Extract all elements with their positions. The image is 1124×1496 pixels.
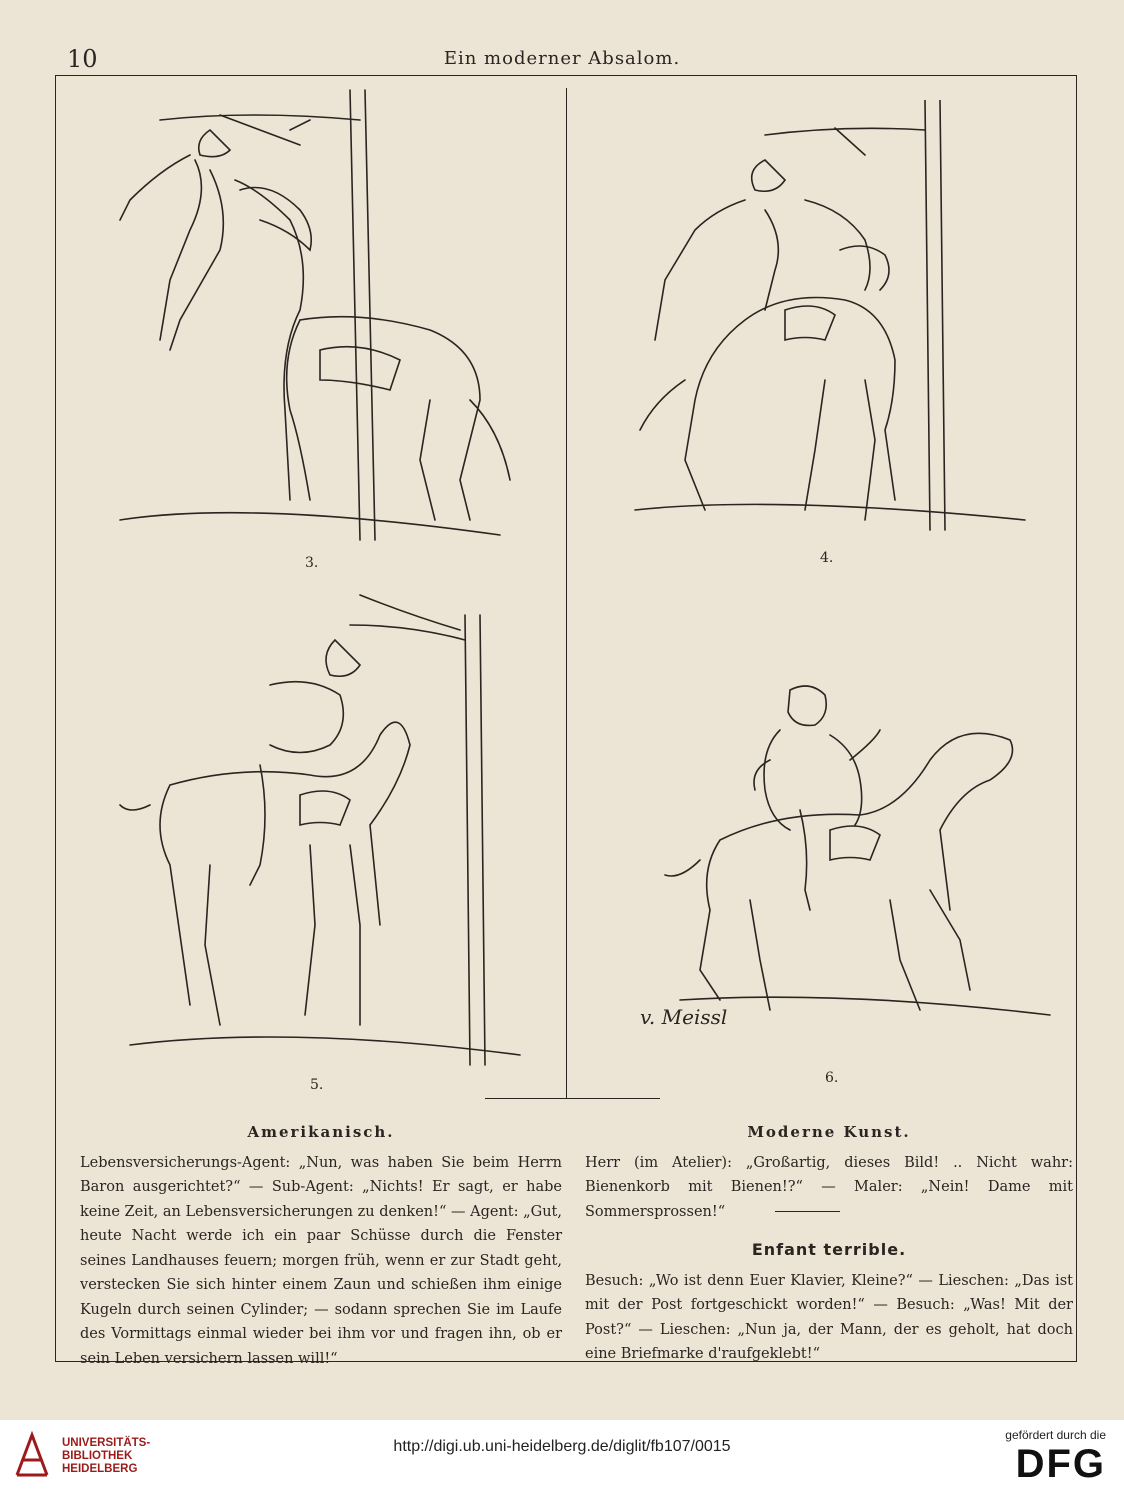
panel-number-4: 4.: [820, 550, 834, 566]
illustration-panel-5: [110, 585, 530, 1093]
article-title-moderne-kunst: Moderne Kunst.: [747, 1123, 911, 1141]
panel-number-5: 5.: [310, 1077, 324, 1093]
short-rule: [775, 1211, 840, 1212]
horse-rider-drawing-3: [100, 80, 520, 550]
artist-signature: v. Meissl: [640, 1005, 728, 1029]
article-body-moderne-kunst: [585, 1151, 1073, 1225]
uni-name-line-2: BIBLIOTHEK: [62, 1450, 133, 1462]
moderne-kunst-text: Herr (im Atelier): „Großartig, dieses Bild! .. Nicht wahr: Bienenkorb mit Bienen!?“ — Maler: „Nein! Dame mit Sommersprossen!“: [585, 1154, 1073, 1220]
footer-bar: [0, 1420, 1124, 1496]
illustration-panel-3: [100, 80, 520, 571]
article-title-enfant-terrible: Enfant terrible.: [751, 1240, 907, 1259]
left-text-column: [80, 1120, 562, 1371]
divider-rule: [485, 1098, 660, 1099]
funded-by-text: gefördert durch die: [1005, 1428, 1106, 1442]
horse-rider-drawing-4: [625, 100, 1045, 550]
uni-name-line-1: UNIVERSITÄTS-: [62, 1437, 151, 1449]
panel-number-3: 3.: [305, 555, 319, 571]
article-title-amerikanisch: Amerikanisch.: [247, 1123, 395, 1141]
horse-rider-drawing-5: [110, 585, 530, 1075]
right-text-column: [585, 1120, 1073, 1367]
illustration-panel-4: [625, 100, 1045, 566]
page-title: Ein moderner Absalom.: [443, 48, 681, 69]
source-url-link[interactable]: http://digi.ub.uni-heidelberg.de/diglit/fb107/0015: [393, 1438, 731, 1455]
uni-name-line-3: HEIDELBERG: [62, 1463, 138, 1475]
article-body-enfant-terrible: Besuch: „Wo ist denn Euer Klavier, Kleine?“ — Lieschen: „Das ist mit der Post fortgeschickt worden!“ — Besuch: „Was! Mit der Post?“ — Lieschen: „Nun ja, der Mann, der es geholt, hat doch eine Briefmarke d'raufgeklebt!“: [585, 1272, 1073, 1362]
panel-number-6: 6.: [825, 1070, 839, 1086]
page-number: 10: [67, 45, 98, 73]
column-divider: [566, 88, 567, 1098]
article-body-amerikanisch: Lebensversicherungs-Agent: „Nun, was haben Sie beim Herrn Baron ausgerichtet?“ — Sub-Agent: „Nichts! Er sagt, er habe keine Zeit, an Lebensversicherungen zu denken!“ — Agent: „Gut, heute Nacht werde ich ein paar Schüsse durch die Fenster seines Landhauses feuern; morgen früh, wenn er zur Stadt geht, verstecken Sie sich hinter einem Zaun und schießen ihm einige Kugeln durch seinen Cylinder; — sodann sprechen Sie im Laufe des Vormittags einmal wieder bei ihm vor und fragen ihn, ob er sein Leben versichern lassen will!“: [80, 1154, 562, 1367]
dfg-logo: DFG: [1015, 1442, 1106, 1486]
